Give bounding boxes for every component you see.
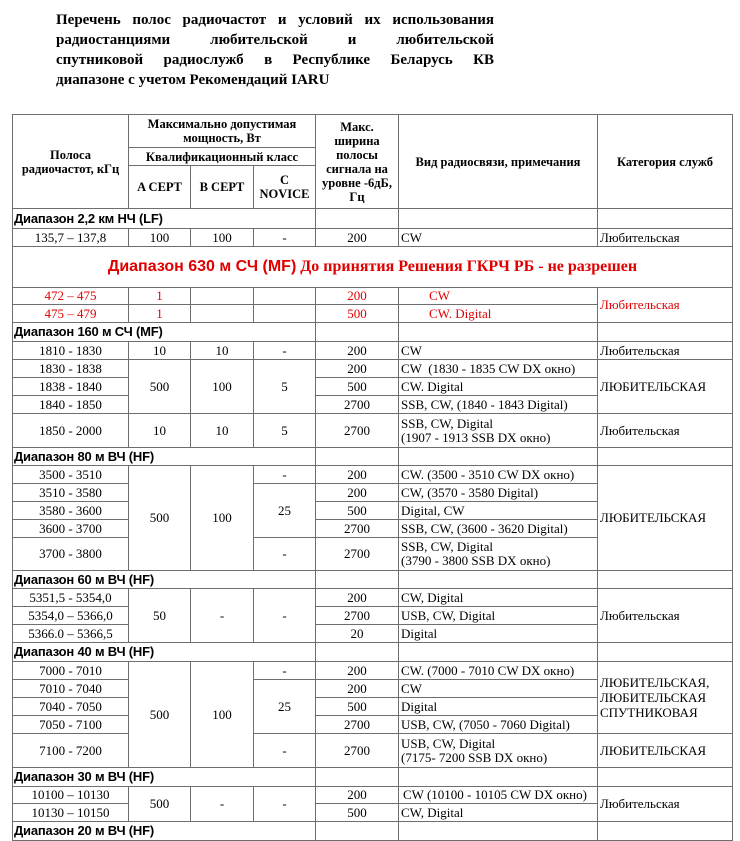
bandwidth-cell: 200 — [315, 588, 399, 607]
power-c-cell: 25 — [253, 679, 316, 734]
mode-line: USB, CW, Digital — [401, 735, 496, 751]
header-category: Категория служб — [597, 114, 733, 209]
category-cell: Любительская — [597, 413, 733, 448]
empty-cell — [315, 322, 399, 342]
bandwidth-cell: 200 — [315, 483, 399, 502]
bandwidth-cell: 500 — [315, 377, 399, 396]
empty-cell — [597, 570, 733, 589]
empty-cell — [398, 767, 598, 787]
power-a-cell: 10 — [128, 413, 191, 448]
mode-cell: SSB, CW, (1840 - 1843 Digital) — [398, 395, 598, 414]
band-cell: 7000 - 7010 — [12, 661, 129, 680]
band-cell: 3500 - 3510 — [12, 465, 129, 484]
section-mf160: Диапазон 160 м СЧ (MF) — [12, 322, 316, 342]
empty-cell — [315, 447, 399, 466]
mode-cell: CW — [398, 228, 598, 247]
category-cell: Любительская — [597, 228, 733, 247]
mode-cell: CW. (7000 - 7010 CW DX окно) — [398, 661, 598, 680]
category-cell: Любительская — [597, 287, 733, 323]
bandwidth-cell: 200 — [315, 786, 399, 804]
empty-cell — [597, 322, 733, 342]
band-cell: 3600 - 3700 — [12, 519, 129, 538]
mode-cell: CW — [398, 679, 598, 698]
category-cell: ЛЮБИТЕЛЬСКАЯ — [597, 359, 733, 414]
power-b-cell: - — [190, 786, 254, 822]
mode-cell: CW (1830 - 1835 CW DX окно) — [398, 359, 598, 378]
power-c-cell: 5 — [253, 413, 316, 448]
band-cell: 3580 - 3600 — [12, 501, 129, 520]
mode-cell: Digital — [398, 624, 598, 643]
mode-line: SSB, CW, Digital — [401, 539, 493, 554]
bandwidth-cell: 200 — [315, 228, 399, 247]
mode-cell: Digital, CW — [398, 501, 598, 520]
power-c-cell: - — [253, 537, 316, 571]
mode-cell: CW (10100 - 10105 CW DX окно) — [398, 786, 598, 804]
empty-cell — [315, 642, 399, 662]
mode-line: (3790 - 3800 SSB DX окно) — [401, 553, 551, 568]
bandwidth-cell: 20 — [315, 624, 399, 643]
section-hf30: Диапазон 30 м ВЧ (HF) — [12, 767, 316, 787]
section-hf60: Диапазон 60 м ВЧ (HF) — [12, 570, 316, 589]
mode-cell: CW. Digital — [398, 377, 598, 396]
section-hf40: Диапазон 40 м ВЧ (HF) — [12, 642, 316, 662]
band-cell: 7040 - 7050 — [12, 697, 129, 716]
bandwidth-cell: 200 — [315, 465, 399, 484]
mode-cell: CW — [398, 341, 598, 360]
power-c-cell: - — [253, 733, 316, 768]
empty-cell — [315, 570, 399, 589]
band-cell: 10100 – 10130 — [12, 786, 129, 804]
header-bandwidth: Макс. ширина полосы сигнала на уровне -6дБ, Гц — [315, 114, 399, 209]
bandwidth-cell: 2700 — [315, 395, 399, 414]
power-c-cell: 25 — [253, 483, 316, 538]
document-title — [56, 10, 494, 90]
band-cell: 5354,0 – 5366,0 — [12, 606, 129, 625]
power-b-cell: 10 — [190, 413, 254, 448]
category-cell: ЛЮБИТЕЛЬСКАЯ — [597, 465, 733, 571]
power-a-cell: 50 — [128, 588, 191, 643]
mode-line: (1907 - 1913 SSB DX окно) — [401, 429, 551, 445]
power-b-cell: 10 — [190, 341, 254, 360]
power-a-cell: 500 — [128, 465, 191, 571]
empty-cell — [398, 447, 598, 466]
bandwidth-cell: 200 — [315, 287, 399, 305]
power-c-cell: - — [253, 661, 316, 680]
section-hf20: Диапазон 20 м ВЧ (HF) — [12, 821, 316, 841]
power-a-cell: 100 — [128, 228, 191, 247]
power-a-cell: 500 — [128, 359, 191, 414]
empty-cell — [597, 767, 733, 787]
mode-cell: CW, Digital — [398, 803, 598, 822]
power-b-cell: 100 — [190, 228, 254, 247]
band-cell: 3700 - 3800 — [12, 537, 129, 571]
empty-cell — [398, 208, 598, 229]
mode-cell: CW, Digital — [398, 588, 598, 607]
header-max-power: Максимально допустимая мощность, Вт — [128, 114, 316, 148]
band-cell: 1840 - 1850 — [12, 395, 129, 414]
mode-cell: CW — [398, 287, 598, 305]
empty-cell — [190, 304, 254, 323]
header-class-b: B CEPT — [190, 165, 254, 209]
title-line: Перечень полос радиочастот и условий их использования — [56, 12, 494, 28]
header-qual-class: Квалификационный класс — [128, 147, 316, 166]
header-band: Полоса радиочастот, кГц — [12, 114, 129, 209]
empty-cell — [597, 447, 733, 466]
empty-cell — [398, 821, 598, 841]
section-mf630 — [12, 246, 733, 288]
power-b-cell: - — [190, 588, 254, 643]
bandwidth-cell: 500 — [315, 803, 399, 822]
empty-cell — [398, 642, 598, 662]
mode-cell: CW. (3500 - 3510 CW DX окно) — [398, 465, 598, 484]
header-mode: Вид радиосвязи, примечания — [398, 114, 598, 209]
power-b-cell: 100 — [190, 359, 254, 414]
mode-cell: Digital — [398, 697, 598, 716]
section-mf630-note: До принятия Решения ГКРЧ РБ - не разрешен — [300, 258, 638, 275]
empty-cell — [398, 570, 598, 589]
category-line: СПУТНИКОВАЯ — [600, 705, 698, 720]
bandwidth-cell: 200 — [315, 359, 399, 378]
power-c-cell: - — [253, 465, 316, 484]
band-cell: 5351,5 - 5354,0 — [12, 588, 129, 607]
bandwidth-cell: 2700 — [315, 519, 399, 538]
power-c-cell: 5 — [253, 359, 316, 414]
title-line: спутниковой радиослужб в Республике Беларусь КВ — [56, 52, 494, 68]
bandwidth-cell: 2700 — [315, 715, 399, 734]
mode-cell — [398, 537, 598, 571]
empty-cell — [190, 287, 254, 305]
band-cell: 7010 - 7040 — [12, 679, 129, 698]
bandwidth-cell: 200 — [315, 341, 399, 360]
bandwidth-cell: 200 — [315, 679, 399, 698]
empty-cell — [597, 208, 733, 229]
mode-cell — [398, 413, 598, 448]
mode-cell: CW. Digital — [398, 304, 598, 323]
category-cell: Любительская — [597, 786, 733, 822]
band-cell: 472 – 475 — [12, 287, 129, 305]
power-a-cell: 500 — [128, 786, 191, 822]
header-class-a: A CEPT — [128, 165, 191, 209]
category-cell — [597, 661, 733, 734]
power-c-cell: - — [253, 341, 316, 360]
title-line: радиостанциями любительской и любительской — [56, 32, 494, 48]
power-b-cell: 100 — [190, 661, 254, 768]
empty-cell — [315, 208, 399, 229]
bandwidth-cell: 500 — [315, 304, 399, 323]
mode-cell: USB, CW, Digital — [398, 606, 598, 625]
bandwidth-cell: 500 — [315, 697, 399, 716]
section-lf: Диапазон 2,2 км НЧ (LF) — [12, 208, 316, 229]
mode-cell — [398, 733, 598, 768]
bandwidth-cell: 200 — [315, 661, 399, 680]
bandwidth-cell: 2700 — [315, 413, 399, 448]
category-cell: ЛЮБИТЕЛЬСКАЯ — [597, 733, 733, 768]
power-a-cell: 1 — [128, 304, 191, 323]
band-cell: 3510 - 3580 — [12, 483, 129, 502]
title-line: диапазоне с учетом Рекомендаций IARU — [56, 72, 330, 88]
empty-cell — [597, 821, 733, 841]
category-line: ЛЮБИТЕЛЬСКАЯ — [600, 690, 707, 705]
bandwidth-cell: 500 — [315, 501, 399, 520]
band-cell: 1830 - 1838 — [12, 359, 129, 378]
empty-cell — [315, 821, 399, 841]
mode-cell: USB, CW, (7050 - 7060 Digital) — [398, 715, 598, 734]
empty-cell — [597, 642, 733, 662]
band-cell: 475 – 479 — [12, 304, 129, 323]
band-cell: 1810 - 1830 — [12, 341, 129, 360]
bandwidth-cell: 2700 — [315, 733, 399, 768]
power-a-cell: 10 — [128, 341, 191, 360]
mode-line: SSB, CW, Digital — [401, 415, 493, 431]
band-cell: 5366.0 – 5366,5 — [12, 624, 129, 643]
mode-cell: SSB, CW, (3600 - 3620 Digital) — [398, 519, 598, 538]
section-hf80: Диапазон 80 м ВЧ (HF) — [12, 447, 316, 466]
mode-cell: CW, (3570 - 3580 Digital) — [398, 483, 598, 502]
power-c-cell: - — [253, 588, 316, 643]
power-c-cell: - — [253, 786, 316, 822]
mode-line: (7175- 7200 SSB DX окно) — [401, 749, 548, 765]
band-cell: 1850 - 2000 — [12, 413, 129, 448]
category-cell: Любительская — [597, 588, 733, 643]
empty-cell — [253, 287, 316, 305]
power-a-cell: 500 — [128, 661, 191, 768]
band-cell: 135,7 – 137,8 — [12, 228, 129, 247]
band-cell: 10130 – 10150 — [12, 803, 129, 822]
header-class-c: C NOVICE — [253, 165, 316, 209]
empty-cell — [315, 767, 399, 787]
power-b-cell: 100 — [190, 465, 254, 571]
power-a-cell: 1 — [128, 287, 191, 305]
band-cell: 7100 - 7200 — [12, 733, 129, 768]
band-cell: 7050 - 7100 — [12, 715, 129, 734]
band-cell: 1838 - 1840 — [12, 377, 129, 396]
empty-cell — [253, 304, 316, 323]
power-c-cell: - — [253, 228, 316, 247]
section-mf630-title: Диапазон 630 м СЧ (MF) — [107, 258, 297, 275]
bandwidth-cell: 2700 — [315, 537, 399, 571]
empty-cell — [398, 322, 598, 342]
bandwidth-cell: 2700 — [315, 606, 399, 625]
category-line: ЛЮБИТЕЛЬСКАЯ, — [600, 675, 710, 690]
category-cell: Любительская — [597, 341, 733, 360]
